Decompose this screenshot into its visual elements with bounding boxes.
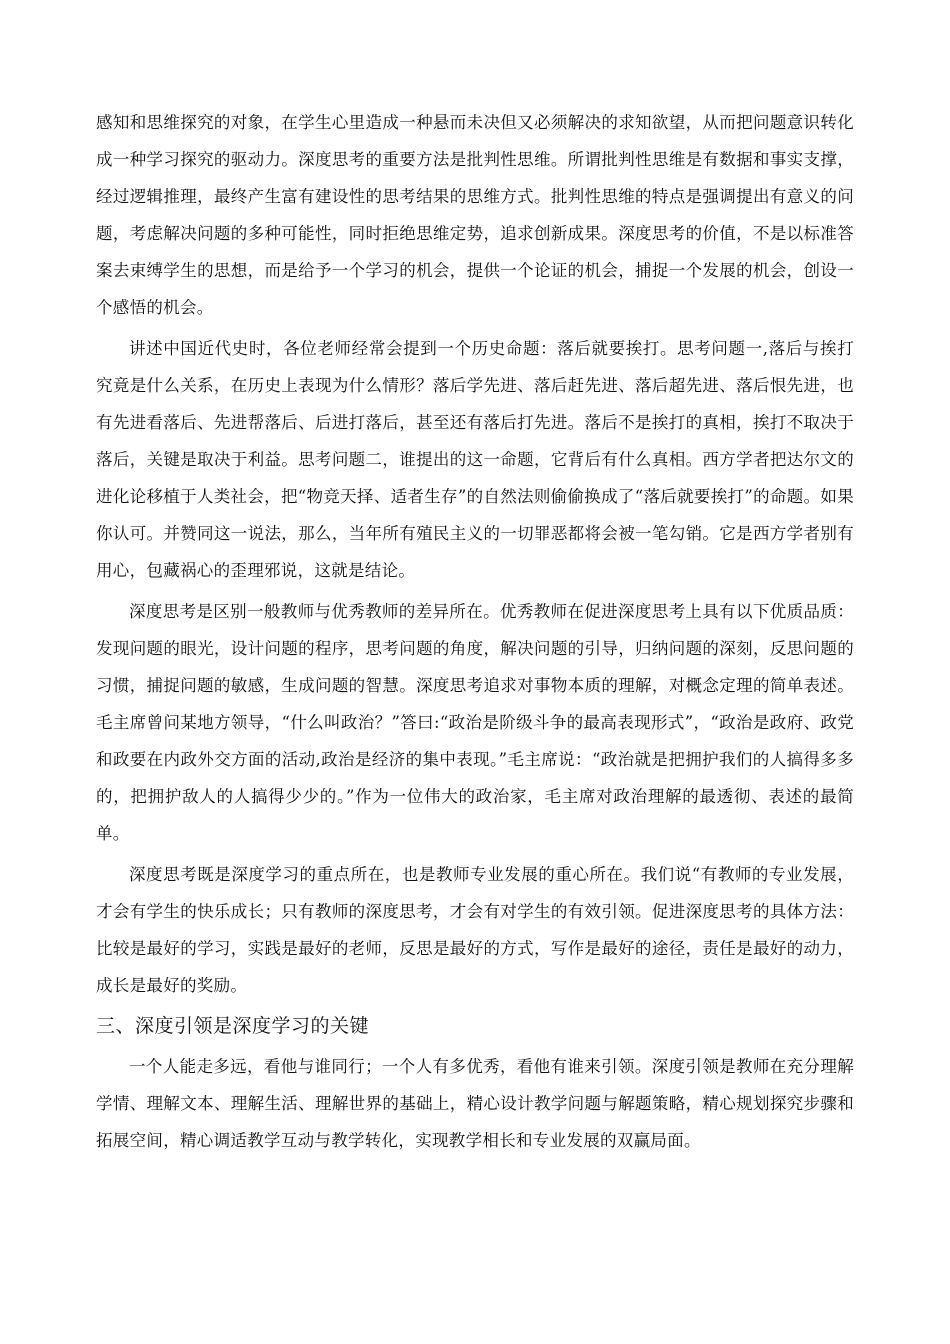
paragraph-excellent-teacher: 深度思考是区别一般教师与优秀教师的差异所在。优秀教师在促进深度思考上具有以下优质品质：发现问题的眼光，设计问题的程序，思考问题的角度，解决问题的引导，归纳问题的深刻，反思问题的习惯，捕捉问题的敏感，生成问题的智慧。深度思考追求对事物本质的理解，对概念定理的简单表述。毛主席曾问某地方领导，“什么叫政治？”答曰:“政治是阶级斗争的最高表现形式”，“政治是政府、政党和政要在内政外交方面的活动,政治是经济的集中表现。”毛主席说：“政治就是把拥护我们的人搞得多多的，把拥护敌人的人搞得少少的。”作为一位伟大的政治家，毛主席对政治理解的最透彻、表述的最简单。 — [96, 602, 854, 843]
paragraph-teacher-development: 深度思考既是深度学习的重点所在，也是教师专业发展的重心所在。我们说“有教师的专业发展，才会有学生的快乐成长；只有教师的深度思考，才会有对学生的有效引领。促进深度思考的具体方法：比较是最好的学习，实践是最好的老师，反思是最好的方式，写作是最好的途径，责任是最好的动力，成长是最好的奖励。 — [96, 865, 854, 995]
paragraph-continuation: 感知和思维探究的对象，在学生心里造成一种悬而未决但又必须解决的求知欲望，从而把问题意识转化成一种学习探究的驱动力。深度思考的重要方法是批判性思维。所谓批判性思维是有数据和事实支撑，经过逻辑推理，最终产生富有建设性的思考结果的思维方式。批判性思维的特点是强调提出有意义的问题，考虑解决问题的多种可能性，同时拒绝思维定势，追求创新成果。深度思考的价值，不是以标准答案去束缚学生的思想，而是给予一个学习的机会，提供一个论证的机会，捕捉一个发展的机会，创设一个感悟的机会。 — [96, 113, 854, 317]
paragraph-deep-guidance: 一个人能走多远，看他与谁同行；一个人有多优秀，看他有谁来引领。深度引领是教师在充分理解学情、理解文本、理解生活、理解世界的基础上，精心设计教学问题与解题策略，精心规划探究步骤和拓展空间，精心调适教学互动与教学转化，实现教学相长和专业发展的双赢局面。 — [96, 1057, 854, 1150]
document-page — [96, 104, 854, 1163]
paragraph-modern-history: 讲述中国近代史时，各位老师经常会提到一个历史命题：落后就要挨打。思考问题一,落后与挨打究竟是什么关系，在历史上表现为什么情形？落后学先进、落后赶先进、落后超先进、落后恨先进，也有先进看落后、先进帮落后、后进打落后，甚至还有落后打先进。落后不是挨打的真相，挨打不取决于落后，关键是取决于利益。思考问题二，谁提出的这一命题，它背后有什么真相。西方学者把达尔文的进化论移植于人类社会，把“物竞天择、适者生存”的自然法则偷偷换成了“落后就要挨打”的命题。如果你认可。并赞同这一说法，那么，当年所有殖民主义的一切罪恶都将会被一笔勾销。它是西方学者别有用心，包藏祸心的歪理邪说，这就是结论。 — [96, 339, 854, 580]
section-heading: 三、深度引领是深度学习的关键 — [96, 1015, 370, 1037]
